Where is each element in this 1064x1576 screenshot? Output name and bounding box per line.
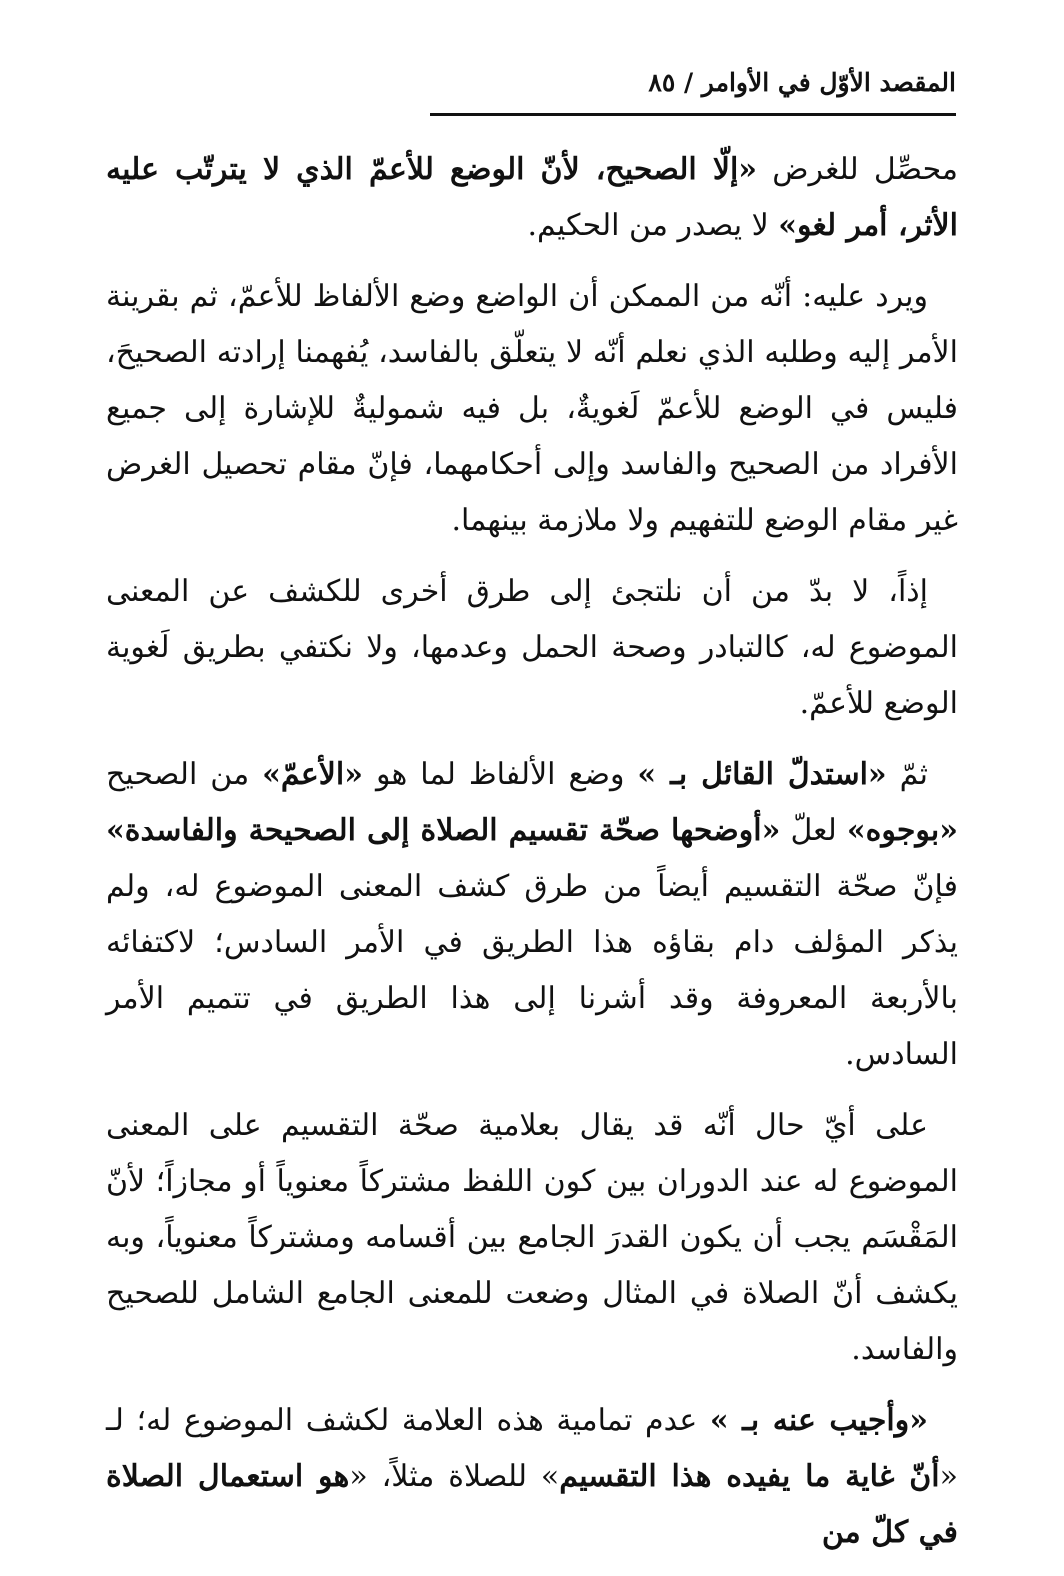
quoted-matn-text: «إلّا الصحيح، لأنّ الوضع للأعمّ الذي لا يترتّب عليه الأثر، أمر لغو» xyxy=(106,152,958,243)
text-segment: لا يصدر من الحكيم. xyxy=(527,208,779,243)
header-rule xyxy=(430,113,956,116)
quoted-matn-text: «استدلّ القائل بـ » xyxy=(637,757,887,792)
text-segment: وضع الألفاظ لما هو xyxy=(362,757,638,792)
text-segment: عدم تمامية هذه العلامة لكشف الموضوع له؛ لـ « xyxy=(106,1403,958,1494)
quoted-matn-text: «الأعمّ» xyxy=(262,757,363,792)
paragraph xyxy=(106,564,958,732)
paragraph xyxy=(106,1393,958,1561)
text-segment: ثمّ xyxy=(886,757,928,792)
text-segment: ويرد عليه: أنّه من الممكن أن الواضع وضع الألفاظ للأعمّ، ثم بقرينة الأمر إليه وطلبه الذي نعلم أنّه لا يتعلّق بالفاسد، يُفهمنا إرادته الصحيحَ، فليس في الوضع للأعمّ لَغويةٌ، بل فيه شموليةٌ للإشارة إلى جميع الأفراد من الصحيح والفاسد وإلى أحكامهما، فإنّ مقام تحصيل الغرض غير مقام الوضع للتفهيم ولا ملازمة بينهما. xyxy=(106,279,958,538)
running-title: المقصد الأوّل في الأوامر / ٨٥ xyxy=(648,68,956,97)
paragraph xyxy=(106,1098,958,1378)
text-segment: » للصلاة مثلاً، « xyxy=(349,1459,560,1494)
paragraph xyxy=(106,269,958,549)
text-segment: على أيّ حال أنّه قد يقال بعلامية صحّة التقسيم على المعنى الموضوع له عند الدوران بين كون اللفظ مشتركاً معنوياً أو مجازاً؛ لأنّ المَقْسَم يجب أن يكون القدرَ الجامع بين أقسامه ومشتركاً معنوياً، وبه يكشف أنّ الصلاة في المثال وضعت للمعنى الجامع الشامل للصحيح والفاسد. xyxy=(106,1108,958,1367)
paragraph xyxy=(106,747,958,1083)
quoted-matn-text: أنّ غاية ما يفيده هذا التقسيم xyxy=(559,1459,940,1494)
text-segment: فإنّ صحّة التقسيم أيضاً من طرق كشف المعنى الموضوع له، ولم يذكر المؤلف دام بقاؤه هذا الطريق في الأمر السادس؛ لاكتفائه بالأربعة المعروفة وقد أشرنا إلى هذا الطريق في تتميم الأمر السادس. xyxy=(106,869,959,1072)
page-body xyxy=(106,142,958,1576)
text-segment: إذاً، لا بدّ من أن نلتجئ إلى طرق أخرى للكشف عن المعنى الموضوع له، كالتبادر وصحة الحمل وعدمها، ولا نكتفي بطريق لَغوية الوضع للأعمّ. xyxy=(106,574,958,721)
page-header xyxy=(430,60,956,116)
text-segment: لعلّ xyxy=(780,813,847,848)
quoted-matn-text: «وأجيب عنه بـ » xyxy=(709,1403,928,1438)
quoted-matn-text: «بوجوه» xyxy=(846,813,958,848)
quoted-matn-text: «أوضحها صحّة تقسيم الصلاة إلى الصحيحة والفاسدة» xyxy=(106,813,781,848)
text-segment: من الصحيح xyxy=(106,757,263,792)
paragraph xyxy=(106,142,958,254)
text-segment: محصِّل للغرض xyxy=(757,152,959,187)
quoted-matn-text: هو استعمال الصلاة في كلّ من xyxy=(106,1459,958,1550)
